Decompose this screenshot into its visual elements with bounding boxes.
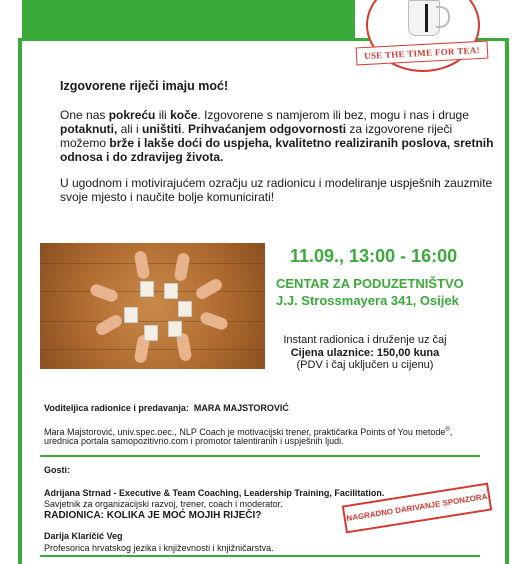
- text-run-bold: Prihvaćanjem odgovornosti: [188, 122, 347, 136]
- guest-2-name: Darija Klaričić Veg: [44, 531, 123, 541]
- text-run: ali i: [117, 122, 143, 136]
- hand-shape: [199, 311, 229, 332]
- intro-paragraph-1: [60, 108, 500, 164]
- photo-card: [168, 321, 182, 337]
- hand-shape: [89, 283, 119, 304]
- text-run: ili: [155, 108, 171, 122]
- photo-card: [124, 307, 138, 323]
- floor-plank: [40, 263, 265, 264]
- guest-1-talk-title: RADIONICA: KOLIKA JE MOĆ MOJIH RIJEČI?: [44, 510, 262, 521]
- venue-name: CENTAR ZA PODUZETNIŠTVO: [276, 276, 464, 291]
- tea-logo-banner: USE THE TIME FOR TEA!: [356, 41, 489, 66]
- floor-plank: [40, 349, 265, 350]
- sponsor-stamp: NAGRADNO DARIVANJE SPONZORA: [342, 483, 493, 534]
- ticket-price: Cijena ulaznice: 150,00 kuna: [290, 347, 440, 359]
- event-format: Instant radionica i druženje uz čaj: [283, 334, 447, 346]
- text-run: One nas: [60, 108, 109, 122]
- text-run: za izgovorene riječi možemo: [60, 122, 453, 150]
- text-run-bold: brže i lakše doći do uspjeha, kvalitetno realiziranih poslova, sretnih odnosa i do zdravijeg života.: [60, 136, 494, 164]
- hand-shape: [174, 252, 191, 282]
- divider: [40, 455, 480, 457]
- floor-plank: [40, 321, 265, 322]
- guest-2-description: Profesorica hrvatskog jezika i književnosti i knjižničarstva.: [44, 543, 274, 553]
- host-name: MARA MAJSTOROVIĆ: [193, 403, 289, 413]
- photo-card: [164, 283, 178, 299]
- text-run: Mara Majstorović, univ.spec.oec., NLP Coach je motivacijski trener, praktičarka Points of You metode: [44, 427, 446, 437]
- guest-1-description: Savjetnik za organizacijski razvoj, trener, coach i moderator.: [44, 499, 283, 509]
- photo-card: [140, 281, 154, 297]
- photo-card: [178, 301, 192, 317]
- hand-shape: [94, 313, 124, 337]
- divider: [40, 555, 480, 557]
- text-run: . Izgovorene s namjerom ili bez, mogu i nas i druge: [197, 108, 469, 122]
- intro-paragraph-2: U ugodnom i motivirajućem ozračju uz radionicu i modeliranje uspješnih zauzmite svoje mjesto i naučite bolje komunicirati!: [60, 176, 493, 204]
- guests-heading: Gosti:: [44, 465, 70, 475]
- venue-address: J.J. Strossmayera 341, Osijek: [276, 293, 459, 308]
- text-run-bold: pokreću: [108, 108, 156, 122]
- host-description-2: urednica portala samopozitivno.com i promotor talentiranih i uspješnih ljudi.: [44, 436, 344, 446]
- top-green-wedge: [300, 0, 355, 40]
- price-note: (PDV i čaj uključen u cijenu): [296, 359, 434, 371]
- host-label: Voditeljica radionice i predavanja:: [44, 403, 189, 413]
- hand-shape: [134, 250, 151, 280]
- host-heading: [44, 403, 289, 414]
- event-date: 11.09., 13:00 - 16:00: [290, 246, 458, 266]
- tea-logo: [356, 0, 486, 70]
- photo-card: [144, 325, 158, 341]
- right-frame-bar: [505, 40, 509, 564]
- workshop-photo: [40, 243, 265, 369]
- text-run-bold: uništiti: [142, 122, 182, 136]
- intro-heading: Izgovorene riječi imaju moć!: [60, 79, 229, 93]
- left-frame-bar: [18, 40, 22, 564]
- text-run-bold: potaknuti,: [60, 122, 118, 136]
- guest-1-name: Adrijana Strnad - Executive & Team Coaching, Leadership Training, Facilitation.: [44, 488, 385, 498]
- registered-mark: ®: [445, 427, 450, 433]
- mug-handle-icon: [436, 6, 450, 28]
- text-run: .: [181, 122, 189, 136]
- text-run: ,: [449, 427, 453, 437]
- text-run-bold: koče: [170, 108, 198, 122]
- hand-shape: [194, 277, 224, 301]
- tea-tag-icon: [425, 4, 428, 32]
